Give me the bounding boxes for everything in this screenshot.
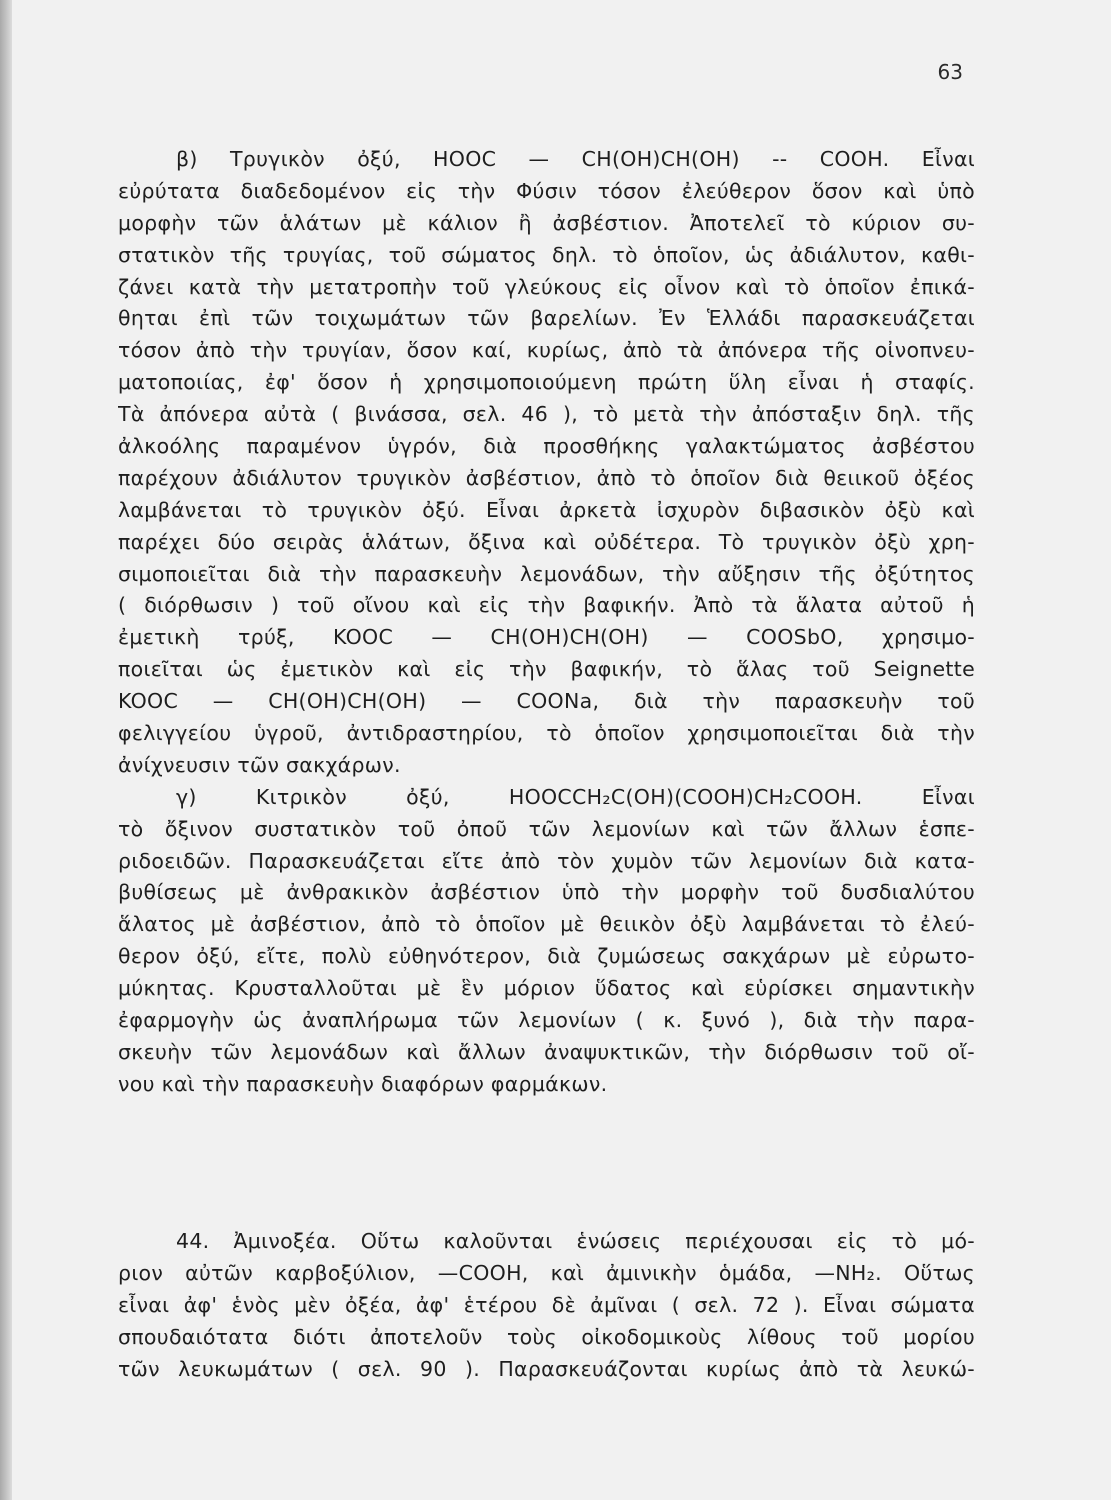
text-line: φελιγγείου ὑγροῦ, ἀντιδραστηρίου, τὸ ὁποῖον χρησιμοποιεῖται διὰ τὴν	[118, 721, 975, 746]
text-line: λαμβάνεται τὸ τρυγικὸν ὀξύ. Εἶναι ἀρκετὰ ἰσχυρὸν διβασικὸν ὀξὺ καὶ	[118, 497, 975, 522]
text-line: μύκητας. Κρυσταλλοῦται μὲ ἓν μόριον ὕδατος καὶ εὑρίσκει σημαντικὴν	[118, 976, 975, 1001]
text-line: εὐρύτατα διαδεδομένον εἰς τὴν Φύσιν τόσον ἐλεύθερον ὅσον καὶ ὑπὸ	[118, 178, 975, 203]
text-line: σπουδαιότατα διότι ἀποτελοῦν τοὺς οἰκοδομικοὺς λίθους τοῦ μορίου	[118, 1324, 975, 1349]
text-line: σιμοποιεῖται διὰ τὴν παρασκευὴν λεμονάδων, τὴν αὔξησιν τῆς ὀξύτητος	[118, 561, 975, 586]
text-line: Τὰ ἀπόνερα αὐτὰ ( βινάσσα, σελ. 46 ), τὸ μετὰ τὴν ἀπόσταξιν δηλ. τῆς	[118, 402, 975, 427]
text-line: 44. Ἀμινοξέα. Οὕτω καλοῦνται ἑνώσεις περιέχουσαι εἰς τὸ μό-	[176, 1229, 975, 1253]
text-line: β) Τρυγικὸν ὀξύ, HOOC — CH(OH)CH(OH) -- COOH. Εἶναι	[176, 147, 975, 171]
text-line: στατικὸν τῆς τρυγίας, τοῦ σώματος δηλ. τὸ ὁποῖον, ὡς ἀδιάλυτον, καθι-	[118, 242, 975, 267]
text-line: ἐφαρμογὴν ὡς ἀναπλήρωμα τῶν λεμονίων ( κ. ξυνό ), διὰ τὴν παρα-	[118, 1008, 975, 1033]
text-line: ριδοειδῶν. Παρασκευάζεται εἴτε ἀπὸ τὸν χυμὸν τῶν λεμονίων διὰ κατα-	[118, 848, 975, 873]
text-line: ἐμετικὴ τρύξ, KOOC — CH(OH)CH(OH) — COOSbO, χρησιμο-	[118, 625, 975, 650]
text-line: τῶν λευκωμάτων ( σελ. 90 ). Παρασκευάζονται κυρίως ἀπὸ τὰ λευκώ-	[118, 1356, 975, 1381]
text-line: ποιεῖται ὡς ἐμετικὸν καὶ εἰς τὴν βαφικήν, τὸ ἅλας τοῦ Seignette	[118, 657, 975, 682]
text-line: ριον αὐτῶν καρβοξύλιον, —COOH, καὶ ἀμινικὴν ὁμάδα, —NH₂. Οὕτως	[118, 1260, 975, 1285]
text-line: ζάνει κατὰ τὴν μετατροπὴν τοῦ γλεύκους εἰς οἶνον καὶ τὸ ὁποῖον ἐπικά-	[118, 274, 975, 299]
text-line: ἀλκοόλης παραμένον ὑγρόν, διὰ προσθήκης γαλακτώματος ἀσβέστου	[118, 434, 975, 459]
text-line: KOOC — CH(OH)CH(OH) — COONa, διὰ τὴν παρασκευὴν τοῦ	[118, 689, 975, 714]
text-line: παρέχει δύο σειρὰς ἁλάτων, ὄξινα καὶ οὐδέτερα. Τὸ τρυγικὸν ὀξὺ χρη-	[118, 529, 975, 554]
text-line: ( διόρθωσιν ) τοῦ οἴνου καὶ εἰς τὴν βαφικήν. Ἀπὸ τὰ ἅλατα αὐτοῦ ἡ	[118, 593, 975, 618]
text-line: παρέχουν ἀδιάλυτον τρυγικὸν ἀσβέστιον, ἀπὸ τὸ ὁποῖον διὰ θειικοῦ ὀξέος	[118, 465, 975, 490]
text-line: τὸ ὄξινον συστατικὸν τοῦ ὀποῦ τῶν λεμονίων καὶ τῶν ἄλλων ἑσπε-	[118, 816, 975, 841]
text-line: εἶναι ἀφ' ἑνὸς μὲν ὀξέα, ἀφ' ἑτέρου δὲ ἀμῖναι ( σελ. 72 ). Εἶναι σώματα	[118, 1292, 975, 1317]
text-line: θηται ἐπὶ τῶν τοιχωμάτων τῶν βαρελίων. Ἐν Ἑλλάδι παρασκευάζεται	[118, 306, 975, 331]
text-block-acids	[118, 144, 975, 1101]
page-left-edge	[0, 0, 12, 1500]
text-line: γ) Κιτρικὸν ὀξύ, HOOCCH₂C(OH)(COOH)CH₂COOH. Εἶναι	[176, 784, 975, 809]
text-line: ματοποιίας, ἐφ' ὅσον ἡ χρησιμοποιούμενη πρώτη ὕλη εἶναι ἡ σταφίς.	[118, 370, 975, 395]
text-line: μορφὴν τῶν ἁλάτων μὲ κάλιον ἢ ἀσβέστιον. Ἀποτελεῖ τὸ κύριον συ-	[118, 210, 975, 235]
page-number: 63	[937, 60, 963, 84]
text-line: τόσον ἀπὸ τὴν τρυγίαν, ὅσον καί, κυρίως, ἀπὸ τὰ ἀπόνερα τῆς οἰνοπνευ-	[118, 338, 975, 363]
document-page	[12, 0, 1111, 1500]
text-line: ἅλατος μὲ ἀσβέστιον, ἀπὸ τὸ ὁποῖον μὲ θειικὸν ὀξὺ λαμβάνεται τὸ ἐλεύ-	[118, 912, 975, 937]
text-line: θερον ὀξύ, εἴτε, πολὺ εὐθηνότερον, διὰ ζυμώσεως σακχάρων μὲ εὐρωτο-	[118, 944, 975, 969]
text-line: ἀνίχνευσιν τῶν σακχάρων.	[118, 752, 401, 777]
text-block-amino-acids	[118, 1226, 975, 1385]
text-line: βυθίσεως μὲ ἀνθρακικὸν ἀσβέστιον ὑπὸ τὴν μορφὴν τοῦ δυσδιαλύτου	[118, 880, 975, 905]
text-line: νου καὶ τὴν παρασκευὴν διαφόρων φαρμάκων.	[118, 1071, 608, 1096]
text-line: σκευὴν τῶν λεμονάδων καὶ ἄλλων ἀναψυκτικῶν, τὴν διόρθωσιν τοῦ οἴ-	[118, 1039, 975, 1064]
